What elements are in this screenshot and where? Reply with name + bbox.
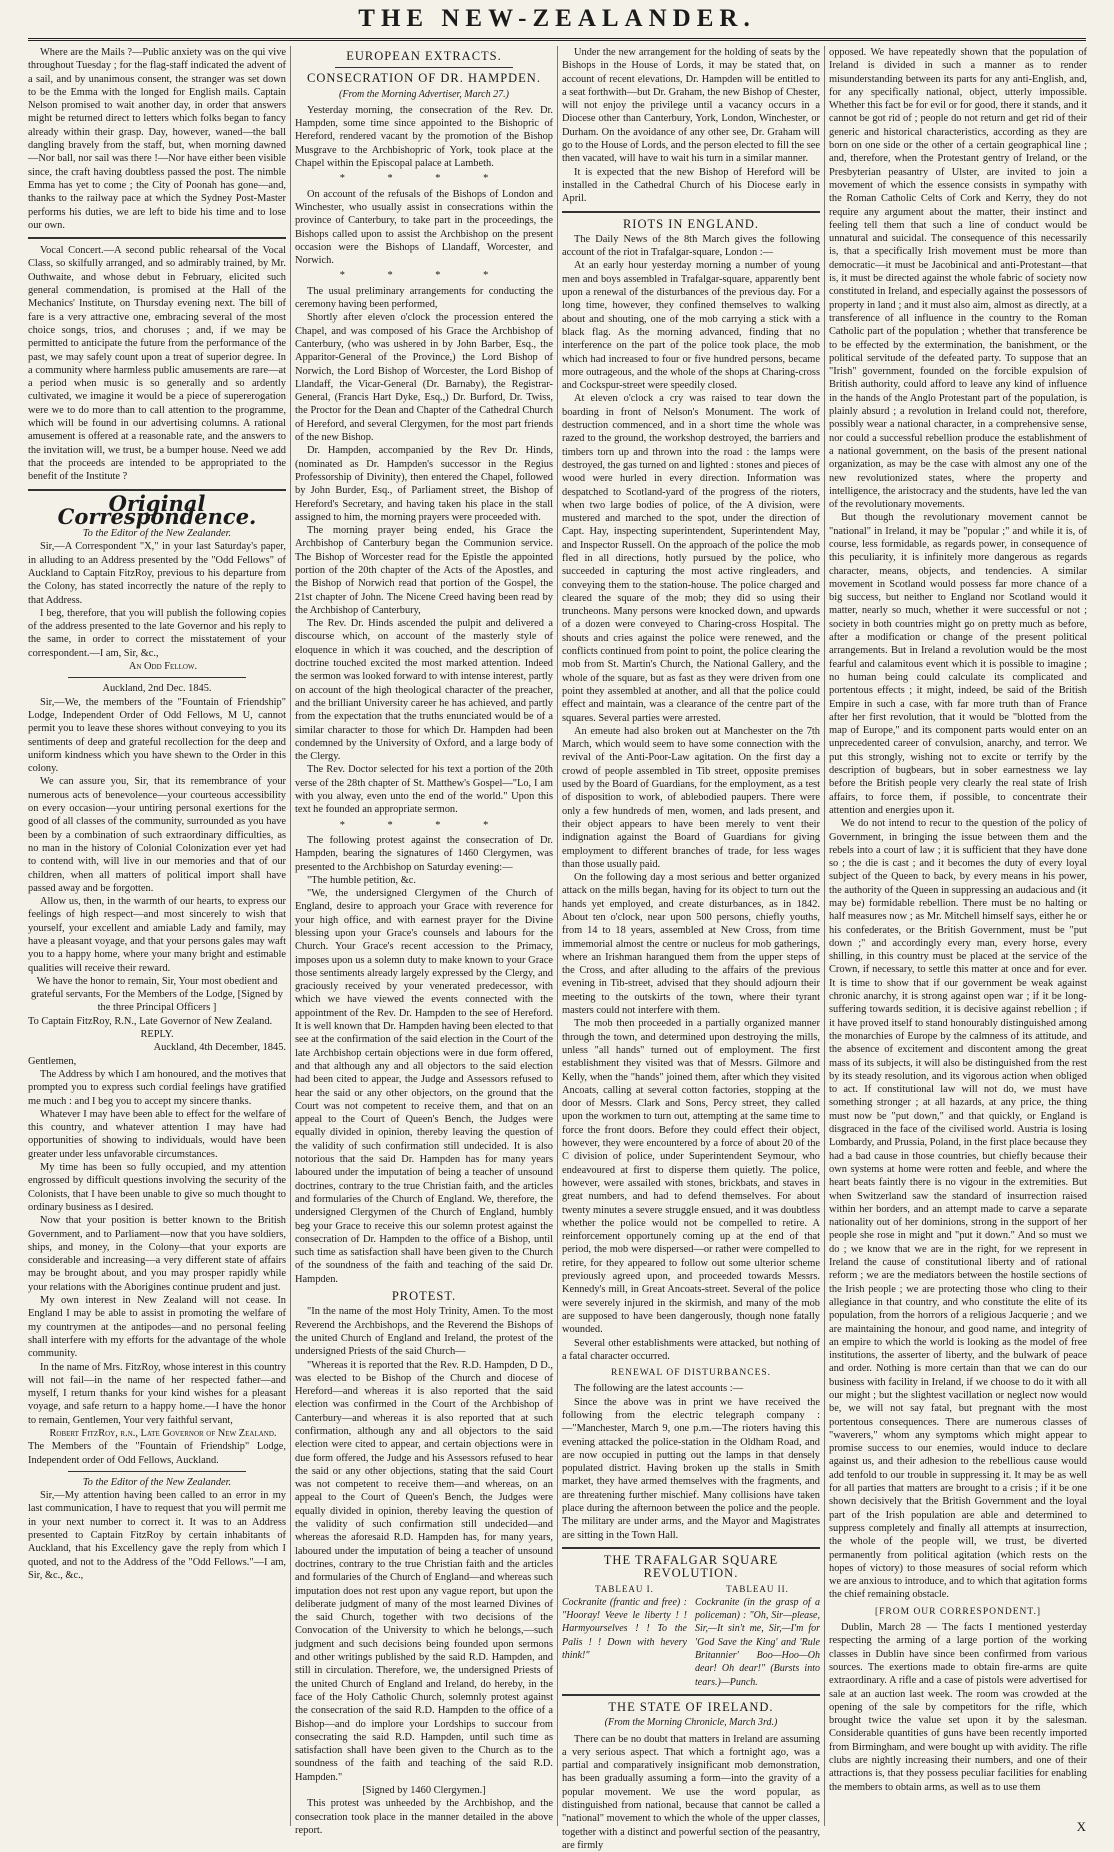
letter-addressee: The Members of the "Fountain of Friendship" Lodge, Independent order of Odd Fellows, Auckland. bbox=[28, 1441, 286, 1466]
masthead bbox=[0, 0, 1114, 38]
letter-addressee: To Captain FitzRoy, R.N., Late Governor of New Zealand. bbox=[28, 1015, 273, 1027]
tableau-text: Cockranite (frantic and free) : "Hooray! Veeve le liberty ! ! Harmyourselves ! ! To the Palis ! ! Down with hevery think!" bbox=[562, 1596, 687, 1662]
article-source: (From the Morning Chronicle, March 3rd.) bbox=[604, 1717, 778, 1729]
letter-paragraph: My time has been so fully occupied, and my attention engrossed by difficult questions involving the security of the Colonists, that I have been unable to give so much thought to ordinary business as I desired. bbox=[28, 1162, 286, 1213]
divider bbox=[562, 211, 820, 213]
divider bbox=[28, 237, 286, 239]
tableau-pair bbox=[562, 1583, 820, 1689]
tableau-2 bbox=[695, 1583, 820, 1689]
article-paragraph: But though the revolutionary movement cannot be "national" in Ireland, it may be "popular ;" and while it is, of course, less formidable, as regards power, in consequence of this peculiarity, it is infinitely more dangerous as regards character, means, objects, and tendencies. A similar movement in Scotland would possess far more chance of a big success, but neither to England nor Scotland would it matter, nearly so much, whether it were successful or not ; society in both countries might go on pretty much as before, after a modification or change of the present political arrangements. But in Ireland a revolution would be the most fearful and calamitous event which it is possible to imagine ; no human being could calculate its complicated and portentous effects ; it might, indeed, be said of the British Empire in such a case, with far more truth than of France after her first revolution, that it would be "blotted from the map of Europe," and its component parts would enter on an unprecedented career of convulsion, anarchy, and terror. We put this strongly, wishing not to excite or terrify by the description of bugbears, but in sober earnestness we lay before the British people very clearly the real state of Irish affairs, to force them, if possible, to concentrate their attention and energies upon it. bbox=[829, 512, 1087, 816]
article-vocal-concert: Vocal Concert.—A second public rehearsal of the Vocal Class, so skilfully arranged, and so admirably trained, by Mr. Outhwaite, and whose debut in February, elicited such general commendation, is promised at the Hall of the Mechanics' Institute, on Thursday evening next. The bill of fare is a very attractive one, embracing several of the most choice songs, trios, and choruses ; and, if we may be permitted to anticipate the future from the performance of the past, we may safely count upon a treat of superior degree. In a community where harmless public amusements are rare—at a period when music is so generally and so ardently cultivated, we imagine it would be a piece of supererogation were we to do more than to call attention to the programme, which will be found in our advertising columns. A rational amusement is offered at a reasonable rate, and the answers to the invitation will, we trust, be a bumper house. Need we add that the proceeds are intended to be appropriated to the benefit of the Institute ? bbox=[28, 245, 286, 483]
tableau-heading: TABLEAU I. bbox=[595, 1583, 654, 1594]
subheading: RENEWAL OF DISTURBANCES. bbox=[610, 1368, 772, 1379]
letter-paragraph: The Address by which I am honoured, and the motives that prompted you to express such cordial feelings have gratified me much : and I beg you to accept my sincere thanks. bbox=[28, 1068, 286, 1107]
article-title: THE STATE OF IRELAND. bbox=[608, 1699, 774, 1714]
to-editor-heading: To the Editor of the New Zealander. bbox=[82, 1476, 232, 1488]
reply-heading: REPLY. bbox=[140, 1029, 174, 1041]
letter-paragraph: In the name of Mrs. FitzRoy, whose interest in this country will not fail—in the name of her respected father—and myself, I return thanks for your kind wishes for a pleasant voyage, and safe return to a happy home.—I have the honor to remain, Gentlemen, Your very faithful servant, bbox=[28, 1361, 286, 1426]
article-paragraph: Since the above was in print we have received the following from the electric telegraph company :—"Manchester, March 9, one p.m.—The rioters having this evening attacked the police-station in the Oldham Road, and are now occupied in putting out the lamps in that densely populated district. Having broken up the stalls in Smith market, they have armed themselves with the fragments, and are threatening further mischief. Many collisions have taken place during the afternoon between the police and the people. The military are under arms, and the Mayor and Magistrates are sitting in the Town Hall. bbox=[562, 1396, 820, 1541]
ellipsis-stars: * * * * bbox=[339, 270, 509, 282]
article-paragraph: Shortly after eleven o'clock the procession entered the Chapel, and was composed of his Grace the Archbishop of Canterbury, (who was ushered in by John Barber, Esq., the Apparitor-General of the Province,) the Lord Bishop of Norwich, the Lord Bishop of Worcester, the Lord Bishop of Llandaff, the Vicar-General (Dr. Barnaby), the Registrar-General, (Francis Hart Dyke, Esq.,) Dr. Burford, Dr. Twiss, the Proctor for the Dean and Chapter of the Cathedral Church of Hereford, and several Clergymen, for the most part friends of the new Bishop. bbox=[295, 312, 553, 444]
article-paragraph: The Rev. Doctor selected for his text a portion of the 20th verse of the 28th chapter of St. Matthew's Gospel—"Lo, I am with you alway, even unto the end of the world." Upon this text he founded an appropriate sermon. bbox=[295, 764, 553, 816]
article-paragraph: "Whereas it is reported that the Rev. R.D. Hampden, D D., was elected to be Bishop of the Church and diocese of Hereford—and whereas it is also reported that the said election was confirmed in the Court of the Archbishop of Canterbury—and whereas it is also reported that at such confirmation, although any and all objectors to the said election were cited to appear, and certain objections were in due form offered, the Judge and his Assessors refused to hear the said or any other objections, stating that the said Court was not competent to receive them—and whereas, on an appeal to the Court of Queen's Bench, the Judges were equally divided in opinion, thereby leaving the question of the validity of such confirmation still undecided—and whereas the aforesaid R.D. Hampden has, for many years, laboured under the imputation of being a teacher of unsound doctrines, contrary to the true Christian faith and the articles and formularies of the Church of England—and whereas such imputation does not rest upon any vague report, but upon the deliberate judgment of many of the most learned Divines of the said Church, together with two decisions of the Convocation of the University to which he belongs,—such judgment and such decisions being founded upon sermons and other writings published by the said R.D. Hampden, and still in circulation. Therefore, we, the undersigned Priests of the united Church of England and Ireland, do hereby, in the face of the Holy Catholic Church, solemnly protest against the consecration of the said R.D. Hampden to the office of a Bishop—and do implore your Lordships to succour from consecrating the said R.D. Hampden, until such time as satisfaction shall have been given to the Church as to the soundness of the faith and teaching of the said R.D. Hampden." bbox=[295, 1359, 553, 1783]
dateline: Auckland, 4th December, 1845. bbox=[153, 1042, 286, 1054]
article-paragraph: Under the new arrangement for the holding of seats by the Bishops in the House of Lords, it may be stated that, on account of recent elevations, Dr. Hampden will be entitled to a seat forthwith—but Dr. Graham, the new Bishop of Chester, will not enjoy the privilege until a vacancy occurs in a Diocese other than Canterbury, York, London, Winchester, or Durham. On the avoidance of any other see, Dr. Graham will go to the House of Lords, and the person elected to fill the see then vacated, will have to wait his turn in a similar manner. bbox=[562, 47, 820, 165]
article-paragraph: The Rev. Dr. Hinds ascended the pulpit and delivered a discourse which, on account of the masterly style of eloquence in which it was couched, and the description of doctrine touched excited the most marked attention. Indeed the sermon was looked forward to with intense interest, partly on account of the high theological character of the preacher, and the brilliant University career he has achieved, and partly from the expectation that the truths enunciated would be of a similar character to those for which Dr. Hampden had been condemned by the University of Oxford, and a large body of the Clergy. bbox=[295, 618, 553, 763]
ellipsis-stars: * * * * bbox=[339, 173, 509, 185]
article-paragraph: "The humble petition, &c. bbox=[307, 874, 416, 886]
divider bbox=[562, 1694, 820, 1696]
article-paragraph: Dr. Hampden, accompanied by the Rev Dr. Hinds, (nominated as Dr. Hampden's successor in the Regius Professorship of Divinity), then entered the Chapel, followed by John Burder, Esq., of Parliament street, the Bishop of Hereford's Secretary, and having taken his place in the stall assigned to him, the morning prayers were proceeded with. bbox=[295, 445, 553, 523]
article-title: RIOTS IN ENGLAND. bbox=[622, 216, 760, 231]
article-title: CONSECRATION OF DR. HAMPDEN. bbox=[307, 71, 541, 86]
letter-paragraph: I beg, therefore, that you will publish the following copies of the address presented to the late Governor and his reply to the same, in order to correct the misstatement of your correspondent.—I am, Sir, &c., bbox=[28, 607, 286, 659]
article-paragraph: The following protest against the consecration of Dr. Hampden, bearing the signatures of 1460 Clergymen, was presented to the Archbishop on Saturday evening:— bbox=[295, 834, 553, 873]
article-paragraph: The morning prayer being ended, his Grace the Archbishop of Canterbury began the Communion service. The Bishop of Worcester read for the Epistle the appointed portion of the 20th chapter of the Acts of the Apostles, and the Bishop of Norwich read that portion of the Gospel, the 21st chapter of John. The Nicene Creed having been read by the Archbishop of Canterbury, bbox=[295, 525, 553, 616]
letter-closing: We have the honor to remain, Sir, Your most obedient and grateful servants, For the Members of the Lodge, [Signed by the three Principal Officers ] bbox=[31, 975, 283, 1014]
letter-paragraph: Whatever I may have been able to effect for the welfare of this country, and whatever attention I may have had opportunities of showing to individuals, would have been greater under less unfavorable circumstances. bbox=[28, 1108, 286, 1160]
column-1 bbox=[28, 46, 286, 1826]
tableau-heading: TABLEAU II. bbox=[726, 1583, 789, 1594]
divider bbox=[562, 1547, 820, 1549]
article-mails: Where are the Mails ?—Public anxiety was on the qui vive throughout Tuesday ; for the flag-staff indicated the advent of a sail, and by unanimous consent, the stranger was set down to be the Emma with the longed for English mails. Captain Nelson promised to wait another day, in order that answers might be returned direct to letters which folks began to fancy already within their grasp. Day, however, waned—the ball dangling bravely from the staff, but, when morning dawned—Nor ball, nor sail was there !—Nor have either been visible since, the craft having doubtless passed the post. The nimble Emma has yet to come ; the City of Poonah has gone—and, thanks to the railway pace at which the Sydney Post-Master performs his duties, we are left to bide his time and to lose our own. bbox=[28, 47, 286, 231]
masthead-title: THE NEW-ZEALANDER. bbox=[358, 5, 756, 32]
letter-paragraph: Sir,—My attention having been called to an error in my last communication, I have to request that you will permit me in your next number to correct it. It was to an Address presented to Captain FitzRoy by certain inhabitants of Auckland, that his Excellency gave the reply from which I quoted, and not to the Address of the "Odd Fellows."—I am, Sir, &c., &c., bbox=[28, 1490, 286, 1581]
to-editor-heading: To the Editor of the New Zealander. bbox=[82, 528, 232, 540]
tableau-text: Cockranite (in the grasp of a policeman) : "Oh, Sir—please, Sir,—It sin't me, Sir,—I'm for 'God Save the King' and 'Rule Britannier' Boo—Hoo—Oh dear! Oh dear!" (Bursts into tears.)—Punch. bbox=[695, 1596, 820, 1688]
article-source: (From the Morning Advertiser, March 27.) bbox=[339, 88, 509, 100]
divider bbox=[68, 1471, 246, 1472]
divider bbox=[335, 67, 513, 68]
article-title: THE TRAFALGAR SQUARE REVOLUTION. bbox=[603, 1552, 779, 1581]
letter-paragraph: Sir,—We, the members of the "Fountain of Friendship" Lodge, Independent Order of Odd Fellows, M U, cannot permit you to leave these shores without conveying to you its sentiments of deep and grateful recollection for the deep and uniform kindness which you have shewn to the Order in this colony. bbox=[28, 696, 286, 775]
letter-paragraph: My own interest in New Zealand will not cease. In England I may be able to assist in promoting the welfare of my countrymen at the antipodes—and no personal feeling shall interfere with my efforts for the advantage of the whole community. bbox=[28, 1295, 286, 1360]
masthead-rule bbox=[28, 38, 1086, 41]
article-paragraph: It is expected that the new Bishop of Hereford will be installed in the Cathedral Church of his Diocese early in April. bbox=[562, 166, 820, 205]
letter-paragraph: Now that your position is better known to the British Government, and to Parliament—now that you have soldiers, ships, and money, in the Colony—that your exports are considerable and increasing—a very different state of affairs may be brought about, and you may prosper rapidly while your relations with the Aborigines continue prudent and just. bbox=[28, 1215, 286, 1293]
article-paragraph: An emeute had also broken out at Manchester on the 7th March, which would seem to have some connection with the revival of the Anti-Poor-Law agitation. On the first day a crowd of people assembled in Tib street, opposite premises used by the Board of Guardians, for the employment, as a test of disposition to work, of ablebodied paupers. There were only a few hundreds of men, women, and lads present, and their object appears to have been merely to vent their indignation against the Board of Guardians for giving employment to different branches of trade, for less wages than those usually paid. bbox=[562, 725, 820, 870]
article-paragraph: The usual preliminary arrangements for conducting the ceremony having been performed, bbox=[295, 285, 553, 311]
tableau-1 bbox=[562, 1583, 687, 1689]
article-paragraph: The following are the latest accounts :— bbox=[574, 1383, 744, 1395]
section-heading: EUROPEAN EXTRACTS. bbox=[346, 49, 502, 63]
letter-signature: Robert FitzRoy, r.n., Late Governor of New Zealand. bbox=[49, 1427, 277, 1439]
divider bbox=[68, 677, 246, 678]
article-paragraph: We do not intend to recur to the question of the policy of Government, in bringing the issue between them and the rebels into a court of law ; it is sufficient that they have done so ; the die is cast ; and it becomes the duty of every loyal subject of the Queen to back, by every means in his power, the authority of the Queen in suppressing an audacious and (it may be) formidable rebellion. There must be no halting or half measures now ; as Mr. Mitchell himself says, either he or his confederates, or the British Government, must be "put down ;" and accordingly every man, every horse, every shilling, in this country must be placed at the service of the Crown, if necessary, to settle this matter at once and for ever. It is time to show that if our government be weak against chronic anarchy, it is strong against open war ; if it be long-suffering towards sedition, it is decisive against rebellion ; if it have proved itself to stand honourably distinguished among the monarchies of Europe by the calmness of its attitude, and the absence of excitement and discontent among the great mass of its subjects, it will also be distinguished from the rest by its steady resolution, and its vigorous action when obliged to act. If constitutional law will not do, we must have something stronger ; at all hazards, at any price, the thing must now be "put down," and that quickly, or England is disgraced in the face of the civilised world. Austria is losing Lombardy, and Prussia, Poland, in the first place because they had a bad cause in those countries, but chiefly because their own systems at home were rotten and feeble, and where the heart beats faintly there is no vigour in the extremities. But when Switzerland saw the standard of insurrection raised within her borders, and an attempt made to carve a separate nationality out of her dominions, strong in the support of her people she rose in might and "put it down." And so must we do ; we know that we are in the right, for we represent in Ireland the cause of constitutional liberty and of rational reform ; we are the mediators between the hostile sections of the Irish people ; we are protecting those who cling to their allegiance in that country, and who constitute the elite of its population, from the horrors of a religious Jacquerie ; and we are maintaining the honour, and good name, and integrity of an empire to which the world is looking as the model of free institutions, the asserter of liberty, and the bulwark of peace and order. Nothing is more certain than that we can do our business with facility in Ireland, if we choose to do it with all our might ; but the slightest vacillation or neglect now would be, we will not say fatal, but pregnant with the most portentous consequences. There are numerous classes of "waverers," whom any symptoms which might appear to promise success to our enemies, would induce to declare against us, and their adhesion to the rebellious cause would add tenfold to our trouble in suppressing it. It may be as well for all parties that matters are brought to a crisis ; if it be one shown decisively that the British Government and the loyal part of the Irish population are able and determined to suppress completely and finally all attempts at insurrection, the whole of the people will, we trust, be diverted permanently from political agitation (which rests on the hopes of victory) to those measures of social reform which we are anxious to introduce, and to which that agitation forms the chief remaining obstacle. bbox=[829, 818, 1087, 1601]
article-paragraph: The Daily News of the 8th March gives the following account of the riot in Trafalgar-square, London :— bbox=[562, 233, 820, 259]
letter-paragraph: Sir,—A Correspondent "X," in your last Saturday's paper, in alluding to an Address presented by the "Odd Fellows" of Auckland to Captain FitzRoy, previous to his departure from the Colony, has stated incorrectly the nature of the reply to that Address. bbox=[28, 541, 286, 606]
protest-signature: [Signed by 1460 Clergymen.] bbox=[362, 1785, 486, 1796]
article-paragraph: opposed. We have repeatedly shown that the population of Ireland is divided in such a manner as to render misunderstanding between its parts for any anti-English, and, for any specifically national, object, utterly impossible. Whether this fact be for evil or for good, there it stands, and it cannot be got rid of ; people do not return and get rid of their generic and historical characteristics, according as they are born on one side or the other of a certain geographical line ; and, therefore, when the Protestant gentry of Ireland, or the Presbyterian peasantry of Ulster, are invited to join a movement of which the essence consists in sympathy with the Roman Catholic Celts of Cork and Kerry, they do not require any argument about the matter, their instinct and feeling tell them that such a line of conduct would be unnatural and suicidal. The consequence of this necessarily is, that a specifically Irish movement must be more than democratic—it must be Jacobinical and anti-Protestant—that is, it must be directed against the whole fabric of society now constituted in Ireland, and especially against the possessors of property in land ; and it must also aim, almost as directly, at a transference of all influence in the country to the Roman Catholic part of the population ; whether that transference be to be effected by the extermination, the banishment, or the political servitude of the defeated party. To suppose that an "Irish" government, founded on the forcible expulsion of British authority, could afford to leave any kind of influence in the hands of the Anglo Protestant part of the population, is plainly absurd ; a revolution in Ireland could not, therefore, possibly wear a national character, in a comprehensive sense, nor could a successful rebellion produce the establishment of a national government, on the basis of the present national organization, as may be the case with almost any one of the new revolutionized states, where the property and intelligence, the aristocracy and the students, have led the van of the revolutionary movements. bbox=[829, 47, 1087, 511]
article-paragraph: "In the name of the most Holy Trinity, Amen. To the most Reverend the Archbishops, and the Reverend the Bishops of the united Church of England and Ireland, the protest of the undersigned Priests of the said Church— bbox=[295, 1306, 553, 1358]
article-paragraph: This protest was unheeded by the Archbishop, and the consecration took place in the manner detailed in the above report. bbox=[295, 1798, 553, 1836]
ellipsis-stars: * * * * bbox=[339, 819, 509, 831]
letter-paragraph: Allow us, then, in the warmth of our hearts, to express our feelings of high respect—and most sincerely to wish that yourself, your excellent and amiable Lady and family, may have a pleasant voyage, and that your persons gales may waft you to a happy home, where your many bright and estimable qualities will receive their reward. bbox=[28, 896, 286, 974]
article-paragraph: On account of the refusals of the Bishops of London and Winchester, who usually assist in consecrations within the province of Canterbury, to take part in the proceedings, the Bishops called upon to assist the Archbishop on the present occasion were the Bishops of Llandaff, Worcester, and Norwich. bbox=[295, 188, 553, 267]
article-paragraph: Yesterday morning, the consecration of the Rev. Dr. Hampden, some time since appointed to the Bishopric of Hereford, rendered vacant by the promotion of the Bishop Musgrave to the Archbishopric of York, took place at the Chapel within the Episcopal palace at Lambeth. bbox=[295, 104, 553, 170]
subheading: [FROM OUR CORRESPONDENT.] bbox=[874, 1606, 1042, 1617]
dateline: Auckland, 2nd Dec. 1845. bbox=[102, 683, 212, 695]
footer-mark: X bbox=[1076, 1819, 1086, 1834]
article-paragraph: On the following day a most serious and better organized attack on the mills began, having for its object to turn out the hands yet employed, and create disturbances, as in 1842. About ten o'clock, near upon 500 persons, chiefly youths, from 14 to 18 years, assembled at New Cross, from time immemorial almost the centre or nucleus for mob gatherings, where an Irishman harangued them from the upper steps of the Cross, and after alluding to the affairs of the previous evening in Tib-street, advised that they should adjourn their meeting to the outskirts of the town, where their tyrant masters could not interfere with them. bbox=[562, 872, 820, 1017]
column-3 bbox=[562, 46, 820, 1851]
article-paragraph: "We, the undersigned Clergymen of the Church of England, desire to approach your Grace with reverence for your high office, and with earnest prayer for the Divine blessing upon your Grace's counsels and labours for the Church. Your Grace's recent accession to the Primacy, imposes upon us a solemn duty to make known to your Grace those sentiments already largely expressed by the Clergy, and graciously received by your venerated predecessor, with which we have viewed the events connected with the appointment of the Rev. Dr. Hampden to the see of Hereford. It is well known that Dr. Hampden having been elected to that see at the confirmation of the said election in the Court of the late Archbishop certain objections were in due form offered, and that although any and all objectors to the said election had been cited to appear, the Judge and Assessors refused to hear the said or any other objectors, on the ground that the Court was not competent to receive them, and that on an appeal to the Court of Queen's Bench, the Judges were equally divided in opinion, thereby leaving the question of the validity of such confirmation still undecided. It is also notorious that the said Dr. Hampden has for many years laboured under the imputation of being a teacher of unsound doctrines, contrary to the true Christian faith, and the articles and formularies of the Church of England. We, therefore, the undersigned Clergymen of the Church of England, humbly beg your Grace to receive this our solemn protest against the consecration of Dr. Hampden to the office of a Bishop, until such time as satisfaction shall have been given to the Church of the soundness of the faith and teaching of the said Dr. Hampden. bbox=[295, 888, 553, 1285]
column-4 bbox=[829, 46, 1087, 1826]
column-2 bbox=[295, 46, 553, 1836]
article-paragraph: Several other establishments were attacked, but nothing of a fatal character occurred. bbox=[562, 1337, 820, 1362]
article-paragraph: At eleven o'clock a cry was raised to tear down the boarding in front of Nelson's Monument. The work of destruction commenced, and in a short time the whole was razed to the ground, the workshop destroyed, the barriers and timbers torn up and thrown into the road : the lamps were destroyed, the gas turned on and lighted : stones and pieces of wood were hurled in every direction. Information was despatched to Scotland-yard of the progress of the rioters, when two large bodies of police, of the A division, were mustered and marched to the spot, under the direction of Capt. Hay, inspecting superintendent, Superintendent May, and Inspector Russell. On the approach of the police the mob fled in all directions, hotly pursued by the police, who succeeded in capturing the most active ringleaders, and conveying them to the station-house. The police charged and cleared the square of the mob; they did so using their truncheons. Many persons were knocked down, and upwards of a dozen were conveyed to Charing-cross Hospital. The shouts and cries against the police were renewed, and the conflicts continued from point to point, the police clearing the mob from St. Martin's Church, the National Gallery, and the whole of the square, but as fast as they were driven from one point they assembled at another, and all that the police could effect and maintain, was a clearance of the centre part of the squares. Several parties were arrested. bbox=[562, 393, 820, 724]
columns bbox=[28, 46, 1088, 1851]
salutation: Gentlemen, bbox=[28, 1055, 77, 1067]
article-paragraph: Dublin, March 28 — The facts I mentioned yesterday respecting the arming of a large portion of the working classes in Dublin have since been confirmed from various sources. The exertions made to obtain fire-arms are quite extraordinary. A rifle and a case of pistols were advertised for sale at an auction last week. The room was crowded at the opening of the sale by competitors for the rifle, which brought twice the value set upon it by the salesman. Considerable quantities of guns have been recently imported from Birmingham, and were bought up with avidity. The rifle clubs are nightly increasing their numbers, and one of their attractions is, that they possess peculiar facilities for enabling the members to obtain arms, as well as to use them bbox=[829, 1622, 1087, 1793]
letter-paragraph: We can assure you, Sir, that its remembrance of your numerous acts of benevolence—your courteous accessibility on every occasion—your untiring personal exertions for the good of all classes of the community, surrounded as you have been by a combination of such extraordinary difficulties, as no man in the history of Colonial Colonization ever yet had to contend with, will live in our memories and that of our children, when all matters of political import shall have passed away and be forgotten. bbox=[28, 776, 286, 894]
article-paragraph: The mob then proceeded in a partially organized manner through the town, and determined upon destroying the mills, unless "all hands" turned out of employment. The first establishment they visited was that of Messrs. Gilmore and Kelly, when the "hands" joined them, after which they visited Ancoats, calling at several cotton factories, stopping at the door of Messrs. Clark and Sons, Percy street, they called upon the workmen to turn out, attempting at the same time to force the front doors. Before they could effect their object, however, they were encountered by a force of about 20 of the C division of police, under Superintendent Seymour, who endeavoured at first to disperse them quietly. The police, however, were assailed with stones, brickbats, and staves in great numbers, and had to defend themselves. For about twenty minutes a severe struggle ensued, and it was doubtless whether the police would not be compelled to retire. A reinforcement opportunely coming up at the end of that period, the mob were dispersed—or rather were compelled to retire, for they appeared to follow out some ulterior scheme previously agreed upon, and proceeded towards Messrs. Kennedy's mill, in Great Ancoats-street. Several of the police were severely injured in the skirmish, and many of the mob are supposed to have been dangerously, though none fatally wounded. bbox=[562, 1018, 820, 1336]
section-title: Original Correspondence. bbox=[57, 490, 257, 529]
article-paragraph: There can be no doubt that matters in Ireland are assuming a very serious aspect. That which a fortnight ago, was a partial and comparatively insignificant mob demonstration, has been gradually assuming a form—into the gravity of a popular movement. We use the word popular, as distinguished from national, because that cannot be called a "national" movement to which the whole of the upper classes, together with a distinct and powerful section of the peasantry, are firmly bbox=[562, 1733, 820, 1851]
article-paragraph: At an early hour yesterday morning a number of young men and boys assembled in Trafalgar-square, apparently bent upon a renewal of the disturbances of the previous day. For a long time, however, they confined themselves to walking about and shouting, one of the mob carrying a stick with a black flag. As the morning advanced, finding that no interference on the part of the police took place, the mob which had increased to four or five hundred persons, became more outrageous, and the whole of the shops at Charing-cross and Cockspur-street were speedily closed. bbox=[562, 260, 820, 392]
protest-heading: PROTEST. bbox=[391, 1289, 457, 1304]
letter-signature: An Odd Fellow. bbox=[128, 661, 198, 673]
